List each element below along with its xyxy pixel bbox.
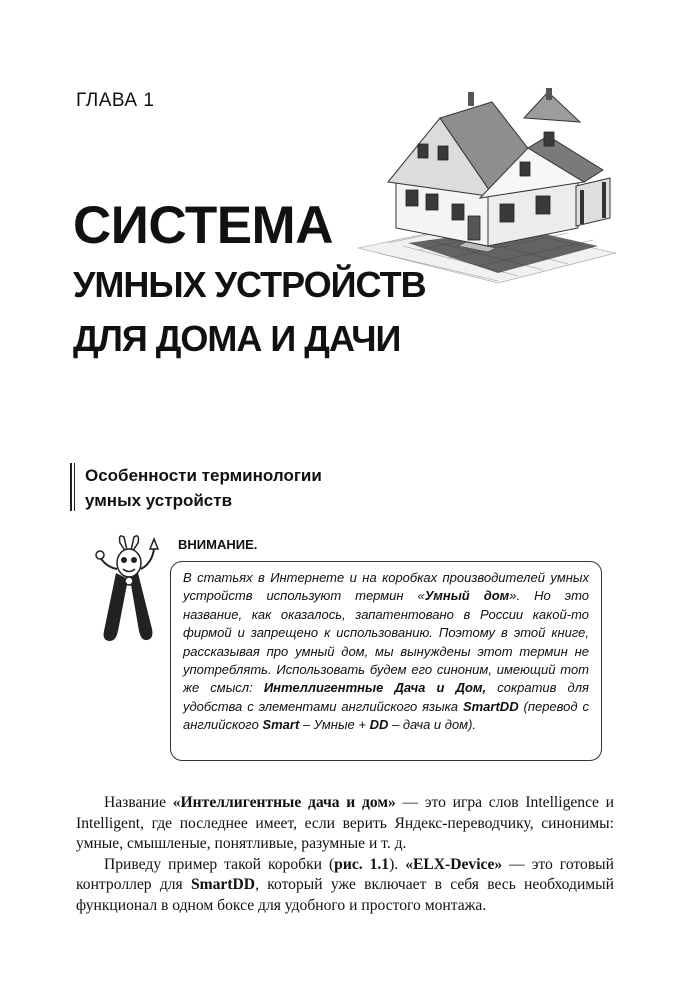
note-text: ». Но это название, как оказалось, запатентовано в России какой-то фирмой и запрещено к использованию. Поэтому в этой книге, рассказывая про умный дом, мы вынуждены этот термин не употреблять. Использовать будем его синоним, имеющий тот же смысл: bbox=[183, 588, 589, 696]
title-line-3: ДЛЯ ДОМА И ДАЧИ bbox=[73, 318, 401, 359]
note-text: сократив для удобства с элементами английского языка bbox=[183, 680, 589, 714]
title-line-1: СИСТЕМА bbox=[73, 196, 333, 255]
chapter-label: ГЛАВА 1 bbox=[76, 90, 155, 111]
paragraph-text: Приведу пример такой коробки ( bbox=[104, 855, 335, 873]
paragraph-text: — это игра слов Intelligence и Intelligent, где последнее имеет, если верить Яндекс-переводчику, синонимы: умные, смышленые, понятливые, разумные и т. д. bbox=[76, 794, 614, 852]
note-text: В статьях в Интернете и на коробках производителей умных устройств используют термин « bbox=[183, 570, 589, 604]
section-marker-bar bbox=[70, 463, 75, 511]
section-title-line-1: Особенности терминологии bbox=[85, 466, 322, 485]
note-label: ВНИМАНИЕ. bbox=[178, 537, 258, 552]
note-bold-term: SmartDD bbox=[462, 698, 519, 714]
paragraph-bold: SmartDD bbox=[190, 876, 256, 893]
scissors-mascot-icon bbox=[94, 533, 164, 645]
note-bold-term: DD bbox=[369, 717, 389, 733]
house-illustration bbox=[348, 78, 618, 290]
paragraph bbox=[76, 855, 614, 917]
body-text bbox=[76, 793, 614, 916]
paragraph-text: Название bbox=[104, 794, 173, 811]
title-line-2: УМНЫХ УСТРОЙСТВ bbox=[73, 264, 426, 305]
paragraph bbox=[76, 793, 614, 855]
paragraph-bold: «ELX-Device» bbox=[405, 855, 503, 873]
note-text: – Умные + bbox=[299, 717, 370, 733]
note-text: (перевод с английского bbox=[183, 698, 589, 733]
figure-reference: рис. 1.1 bbox=[334, 855, 390, 873]
paragraph-text: — это готовый контроллер для bbox=[76, 855, 614, 893]
paragraph-text: ). bbox=[389, 855, 406, 873]
note-bold-term: Smart bbox=[262, 717, 300, 733]
attention-note-box bbox=[170, 561, 602, 761]
paragraph-text: , который уже включает в себя весь необходимый функционал в одном боксе для удобного и простого монтажа. bbox=[76, 876, 614, 914]
note-bold-term: Умный дом bbox=[424, 588, 510, 604]
note-bold-term: Интеллигентные Дача и Дом, bbox=[263, 680, 487, 696]
paragraph-bold: «Интеллигентные дача и дом» bbox=[172, 794, 396, 811]
section-title bbox=[85, 463, 385, 513]
note-text: – дача и дом). bbox=[388, 717, 477, 733]
section-title-line-2: умных устройств bbox=[85, 491, 233, 510]
